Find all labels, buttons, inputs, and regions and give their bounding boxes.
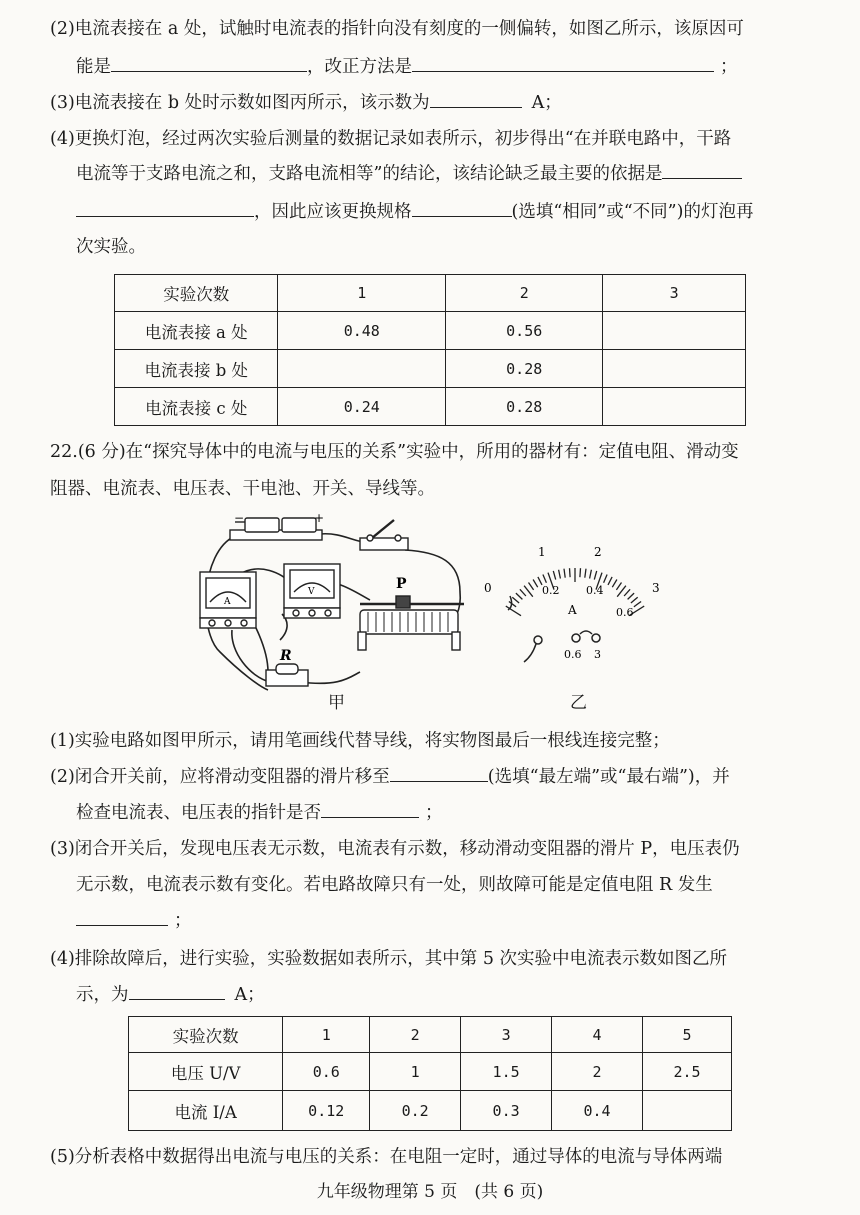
table-cell: 2 [446,275,603,312]
dial-tick [509,602,516,607]
q21-part4-line3: ，因此应该更换规格 (选填“相同”或“不同”)的灯泡再 [76,195,851,229]
dial-tick [616,583,621,590]
dial-tick [529,583,534,590]
q21-part4-line4: 次实验。 [76,237,146,257]
table-cell: 电流表接 c 处 [115,388,278,426]
rheostat [358,596,464,650]
q22-part2-line2: 检查电流表、电压表的指针是否 ； [76,796,851,830]
figure-yi-caption: 乙 [570,693,587,713]
circuit-figure [190,512,480,692]
table-cell: 实验次数 [129,1017,283,1053]
table-cell[interactable] [603,388,746,426]
dial-tick [608,577,612,585]
dial-tick-label: 0.2 [542,584,560,597]
table-cell: 电流 I/A [129,1091,283,1131]
table-cell: 3 [461,1017,552,1053]
table-cell[interactable] [643,1091,732,1131]
table-cell: 0.48 [278,312,446,350]
dial-tick [559,570,561,579]
table-cell: 1 [283,1017,370,1053]
table-cell: 2.5 [643,1053,732,1091]
table-cell: 2 [370,1017,461,1053]
table-row [129,1091,732,1131]
dial-tick-label: 1 [538,545,546,559]
terminal-label: 3 [594,648,601,661]
dial-tick [634,602,641,607]
dial-tick [520,589,526,596]
dial-tick [624,589,630,596]
q22-part3-line3: ； [76,904,851,938]
dial-tick [580,568,581,577]
dial-tick [516,593,523,599]
q21-part3: (3)电流表接在 b 处时示数如图丙所示，该示数为 A； [50,86,825,120]
answer-blank[interactable] [662,158,742,179]
dial-tick-label: 0.6 [616,606,634,619]
table-row [115,350,746,388]
dial-tick [604,575,608,583]
table-cell: 电流表接 b 处 [115,350,278,388]
dial-tick [512,597,519,603]
table-cell: 0.56 [446,312,603,350]
table-cell: 0.28 [446,388,603,426]
answer-blank[interactable] [76,905,168,926]
table-row [115,388,746,426]
answer-blank[interactable] [412,51,714,72]
dial-tick [631,597,638,603]
table-cell: 0.6 [283,1053,370,1091]
q22-part5: (5)分析表格中数据得出电流与电压的关系：在电阻一定时，通过导体的电流与导体两端 [50,1147,723,1167]
ammeter-dial-figure [480,540,670,670]
resistor-r-label: R [280,648,292,664]
table-cell: 2 [552,1053,643,1091]
dial-tick-label: 2 [594,545,602,559]
table-cell: 5 [643,1017,732,1053]
table-cell: 0.2 [370,1091,461,1131]
dial-tick [590,570,592,579]
dial-tick [553,571,555,580]
dial-tick [585,569,586,578]
answer-blank[interactable] [129,979,225,1000]
dial-tick [612,580,617,588]
table-cell: 1 [370,1053,461,1091]
resistor [266,664,308,686]
answer-blank[interactable] [412,196,512,217]
dial-tick [506,606,521,616]
q21-data-table [114,274,746,426]
terminal-label: 0.6 [564,648,582,661]
dial-tick-label: 3 [652,581,660,595]
battery-minus-label: − [234,512,245,525]
dial-terminals [524,631,600,662]
q21-part4-line2: 电流等于支路电流之和，支路电流相等”的结论，该结论缺乏最主要的依据是 [76,157,851,191]
table-cell: 0.3 [461,1091,552,1131]
q21-part2-line1: (2)电流表接在 a 处，试触时电流表的指针向没有刻度的一侧偏转，如图乙所示，该原因可 [50,19,744,39]
q22-part4-line2: 示，为 A； [76,978,851,1012]
dial-tick-label: 0.4 [586,584,604,597]
answer-blank[interactable] [390,761,488,782]
q22-part1: (1)实验电路如图甲所示，请用笔画线代替导线，将实物图最后一根线连接完整； [50,731,670,751]
dial-tick-label: 0 [484,581,492,595]
q22-part3-line2: 无示数，电流表示数有变化。若电路故障只有一处，则故障可能是定值电阻 R 发生 [76,875,713,895]
answer-blank[interactable] [321,797,419,818]
table-cell: 0.4 [552,1091,643,1131]
ammeter-label: A [224,597,231,607]
slider-p-label: P [396,576,407,592]
answer-blank[interactable] [76,196,254,217]
figure-jia-caption: 甲 [328,693,345,713]
switch [360,520,408,550]
table-cell: 电压 U/V [129,1053,283,1091]
table-cell: 3 [603,275,746,312]
q22-intro-line1: 22.(6 分)在“探究导体中的电流与电压的关系”实验中，所用的器材有：定值电阻、滑动变 [50,442,739,462]
page-footer: 九年级物理第 5 页 (共 6 页) [316,1182,544,1202]
q22-part4-line1: (4)排除故障后，进行实验，实验数据如表所示，其中第 5 次实验中电流表示数如图乙所 [50,949,728,969]
table-cell[interactable] [278,350,446,388]
table-cell: 0.12 [283,1091,370,1131]
voltmeter-label: V [308,587,315,597]
answer-blank[interactable] [111,51,307,72]
table-header-row [115,275,746,312]
table-cell: 4 [552,1017,643,1053]
dial-unit-label: A [568,603,577,617]
table-cell: 实验次数 [115,275,278,312]
dial-tick [594,571,596,580]
dial-tick [564,569,565,578]
q22-part3-line1: (3)闭合开关后，发现电压表无示数，电流表有示数，移动滑动变阻器的滑片 P，电压表仍 [50,839,740,859]
q22-intro-line2: 阻器、电流表、电压表、干电池、开关、导线等。 [50,479,435,499]
dial-tick [543,575,547,583]
table-row [115,312,746,350]
table-header-row [129,1017,732,1053]
table-cell: 0.28 [446,350,603,388]
dial-tick [533,580,538,588]
table-cell: 电流表接 a 处 [115,312,278,350]
table-cell: 1.5 [461,1053,552,1091]
q21-part2-line2: 能是 ，改正方法是 ； [76,50,851,84]
answer-blank[interactable] [430,87,522,108]
table-cell[interactable] [603,350,746,388]
table-cell[interactable] [603,312,746,350]
dial-tick [570,568,571,577]
table-cell: 0.24 [278,388,446,426]
battery-plus-label: + [314,512,325,525]
q22-data-table [128,1016,732,1131]
dial-tick [628,593,635,599]
table-row [129,1053,732,1091]
table-cell: 1 [278,275,446,312]
q22-part2-line1: (2)闭合开关前，应将滑动变阻器的滑片移至 (选填“最左端”或“最右端”)，并 [50,760,825,794]
q21-part4-line1: (4)更换灯泡，经过两次实验后测量的数据记录如表所示，初步得出“在并联电路中，干路 [50,129,732,149]
